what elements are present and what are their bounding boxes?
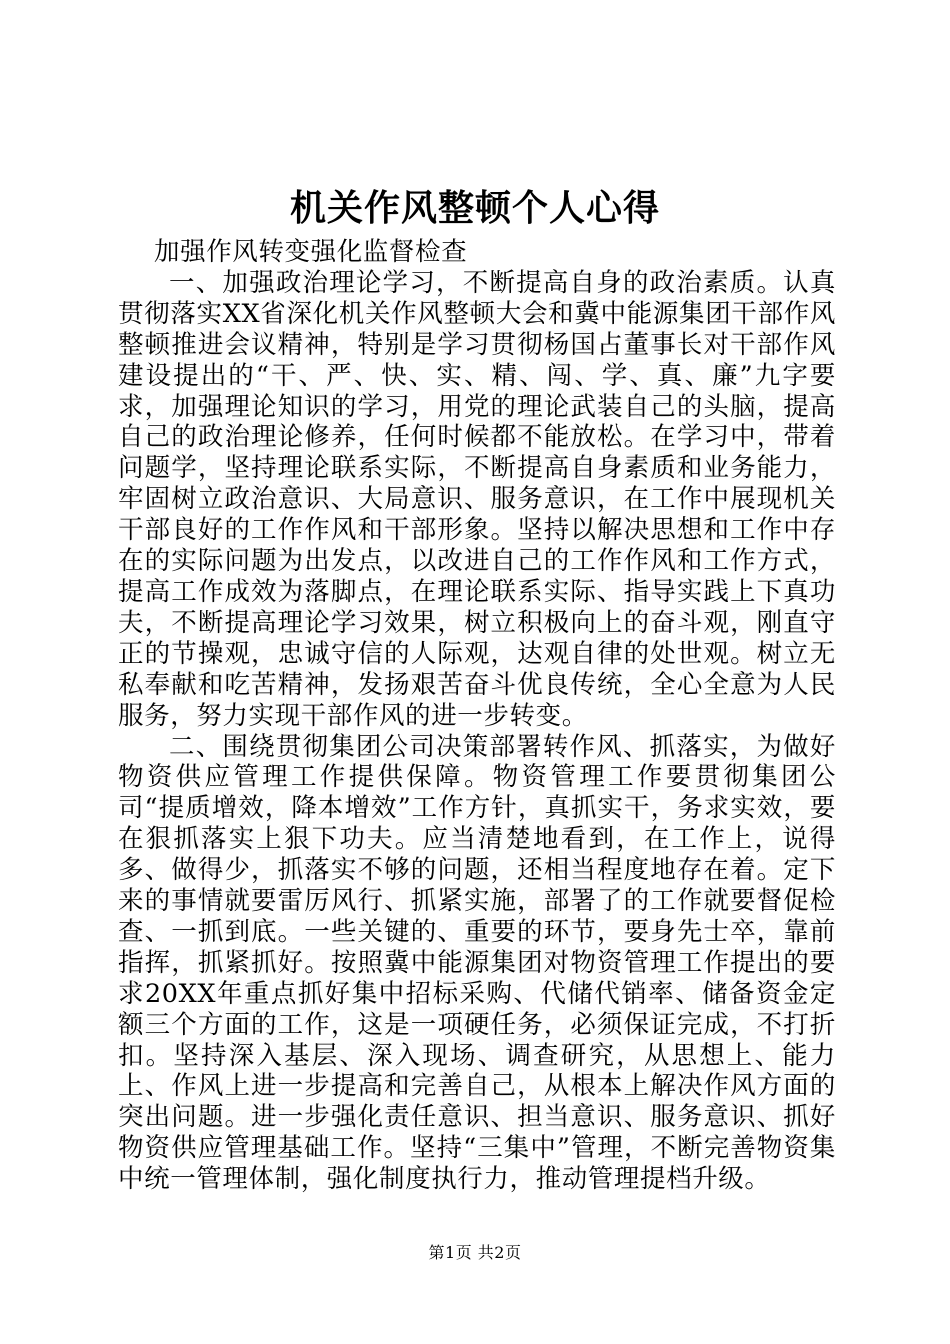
paragraph-1: 一、加强政治理论学习，不断提高自身的政治素质。认真贯彻落实XX省深化机关作风整顿大会和冀中能源集团干部作风整顿推进会议精神，特别是学习贯彻杨国占董事长对干部作风建设提出的“干、严、快、实、精、闯、学、真、廉”九字要求，加强理论知识的学习，用党的理论武装自己的头脑，提高自己的政治理论修养，任何时候都不能放松。在学习中，带着问题学，坚持理论联系实际，不断提高自身素质和业务能力，牢固树立政治意识、大局意识、服务意识，在工作中展现机关干部良好的工作作风和干部形象。坚持以解决思想和工作中存在的实际问题为出发点，以改进自己的工作作风和工作方式，提高工作成效为落脚点，在理论联系实际、指导实践上下真功夫，不断提高理论学习效果，树立积极向上的奋斗观，刚直守正的节操观，忠诚守信的人际观，达观自律的处世观。树立无私奉献和吃苦精神，发扬艰苦奋斗优良传统，全心全意为人民服务，努力实现干部作风的进一步转变。 [118,267,836,731]
document-subtitle: 加强作风转变强化监督检查 [154,237,468,267]
page-number-footer: 第1页 共2页 [428,1243,522,1262]
document-body [118,237,836,1195]
paragraph-2: 二、围绕贯彻集团公司决策部署转作风、抓落实，为做好物资供应管理工作提供保障。物资管理工作要贯彻集团公司“提质增效，降本增效”工作方针，真抓实干，务求实效，要在狠抓落实上狠下功夫。应当清楚地看到，在工作上，说得多、做得少，抓落实不够的问题，还相当程度地存在着。定下来的事情就要雷厉风行、抓紧实施，部署了的工作就要督促检查、一抓到底。一些关键的、重要的环节，要身先士卒，靠前指挥，抓紧抓好。按照冀中能源集团对物资管理工作提出的要求20XX年重点抓好集中招标采购、代储代销率、储备资金定额三个方面的工作，这是一项硬任务，必须保证完成，不打折扣。坚持深入基层、深入现场、调查研究，从思想上、能力上、作风上进一步提高和完善自己，从根本上解决作风方面的突出问题。进一步强化责任意识、担当意识、服务意识、抓好物资供应管理基础工作。坚持“三集中”管理，不断完善物资集中统一管理体制，强化制度执行力，推动管理提档升级。 [118,731,836,1195]
page-title: 机关作风整顿个人心得 [289,187,660,229]
